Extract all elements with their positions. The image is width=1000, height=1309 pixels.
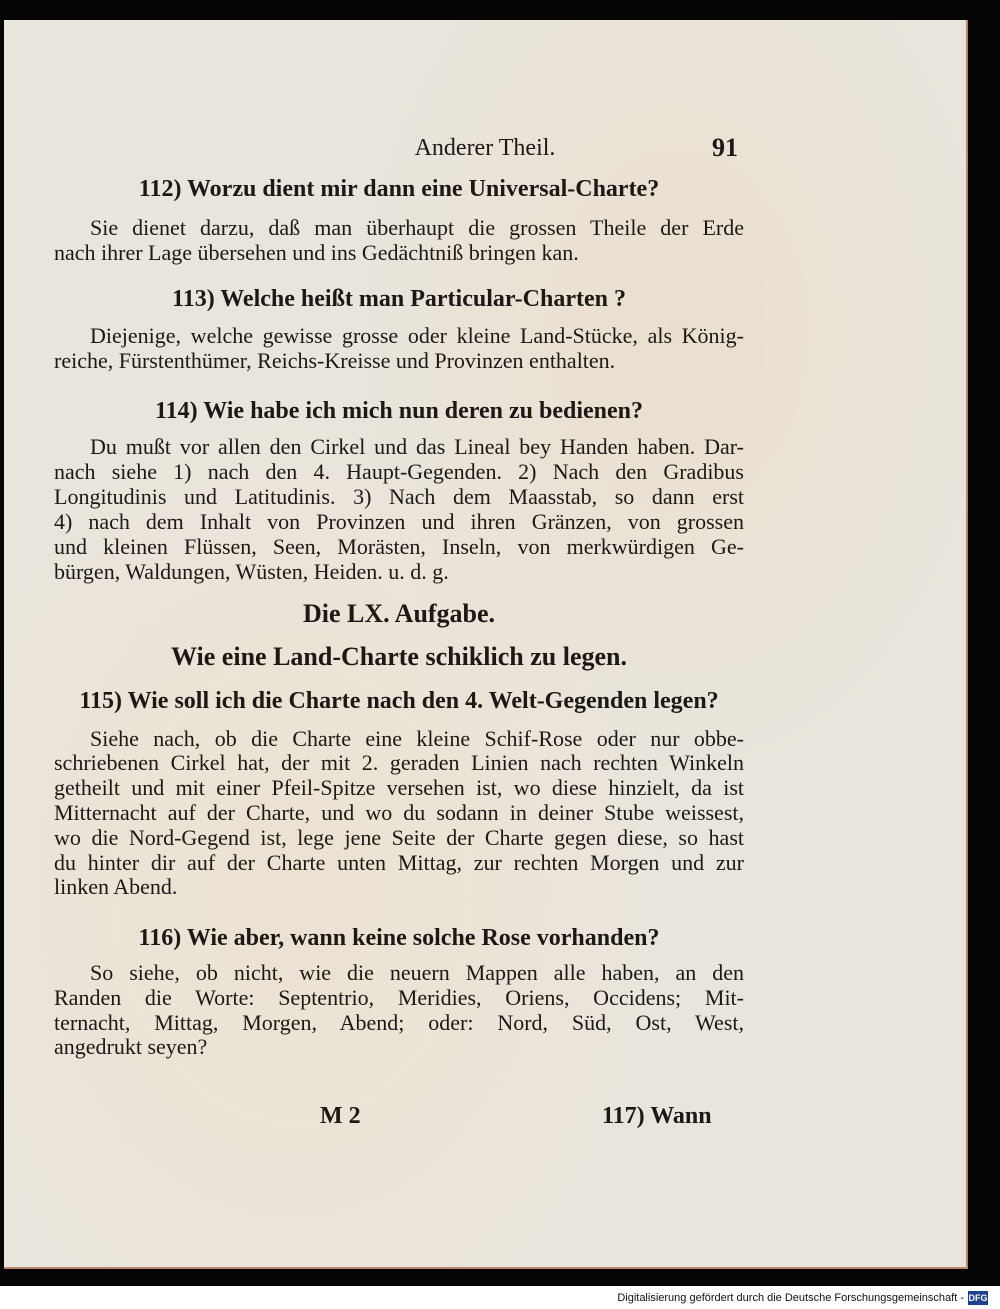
text-line: linken Abend. bbox=[54, 874, 178, 899]
dfg-logo: DFG bbox=[968, 1293, 988, 1303]
text-line: du hinter dir auf der Charte unten Mittag, zur rechten Morgen und zur bbox=[54, 850, 744, 875]
text-line: schriebenen Cirkel hat, der mit 2. geraden Linien nach rechten Winkeln bbox=[54, 750, 744, 775]
text-line: nach siehe 1) nach den 4. Haupt-Gegenden. 2) Nach den Gradibus bbox=[54, 459, 744, 484]
question-112: 112) Worzu dient mir dann eine Universal-Charte? bbox=[138, 176, 660, 202]
signature-mark: M 2 bbox=[320, 1103, 361, 1129]
book-page bbox=[4, 20, 968, 1269]
chapter-subtitle: Wie eine Land-Charte schiklich zu legen. bbox=[171, 642, 627, 671]
text-line: angedrukt seyen? bbox=[54, 1034, 208, 1059]
catchword: 117) Wann bbox=[602, 1103, 712, 1129]
text-line: Diejenige, welche gewisse grosse oder kleine Land-Stücke, als König- bbox=[90, 323, 744, 348]
question-116: 116) Wie aber, wann keine solche Rose vorhanden? bbox=[138, 925, 660, 951]
text-line: Mitternacht auf der Charte, und wo du sodann in deiner Stube weissest, bbox=[54, 800, 744, 825]
question-115: 115) Wie soll ich die Charte nach den 4. Welt-Gegenden legen? bbox=[79, 688, 719, 714]
text-line: Siehe nach, ob die Charte eine kleine Schif-Rose oder nur obbe- bbox=[90, 726, 744, 751]
text-line: So siehe, ob nicht, wie die neuern Mappen alle haben, an den bbox=[90, 960, 744, 985]
text-line: und kleinen Flüssen, Seen, Morästen, Inseln, von merkwürdigen Ge- bbox=[54, 534, 744, 559]
text-line: ternacht, Mittag, Morgen, Abend; oder: Nord, Süd, Ost, West, bbox=[54, 1010, 744, 1035]
text-line: 4) nach dem Inhalt von Provinzen und ihren Gränzen, von grossen bbox=[54, 509, 744, 534]
text-line: reiche, Fürstenthümer, Reichs-Kreisse und Provinzen enthalten. bbox=[54, 348, 616, 373]
page-number: 91 bbox=[712, 133, 738, 162]
credit-text: Digitalisierung gefördert durch die Deutsche Forschungsgemeinschaft - bbox=[617, 1292, 964, 1304]
text-line: Longitudinis und Latitudinis. 3) Nach dem Maasstab, so dann erst bbox=[54, 484, 744, 509]
question-114: 114) Wie habe ich mich nun deren zu bedienen? bbox=[154, 398, 644, 424]
text-line: bürgen, Waldungen, Wüsten, Heiden. u. d. g. bbox=[54, 559, 449, 584]
question-113: 113) Welche heißt man Particular-Charten ? bbox=[172, 286, 626, 312]
text-line: Du mußt vor allen den Cirkel und das Lineal bey Handen haben. Dar- bbox=[90, 434, 744, 459]
text-line: getheilt und mit einer Pfeil-Spitze versehen ist, wo diese hinzielt, da ist bbox=[54, 775, 744, 800]
text-line: wo die Nord-Gegend ist, lege jene Seite der Charte gegen diese, so hast bbox=[54, 825, 744, 850]
chapter-title: Die LX. Aufgabe. bbox=[302, 599, 496, 628]
running-head-title: Anderer Theil. bbox=[414, 135, 556, 161]
text-line: Randen die Worte: Septentrio, Meridies, Oriens, Occidens; Mit- bbox=[54, 985, 744, 1010]
text-line: nach ihrer Lage übersehen und ins Gedächtniß bringen kan. bbox=[54, 240, 579, 265]
text-line: Sie dienet darzu, daß man überhaupt die grossen Theile der Erde bbox=[90, 215, 744, 240]
